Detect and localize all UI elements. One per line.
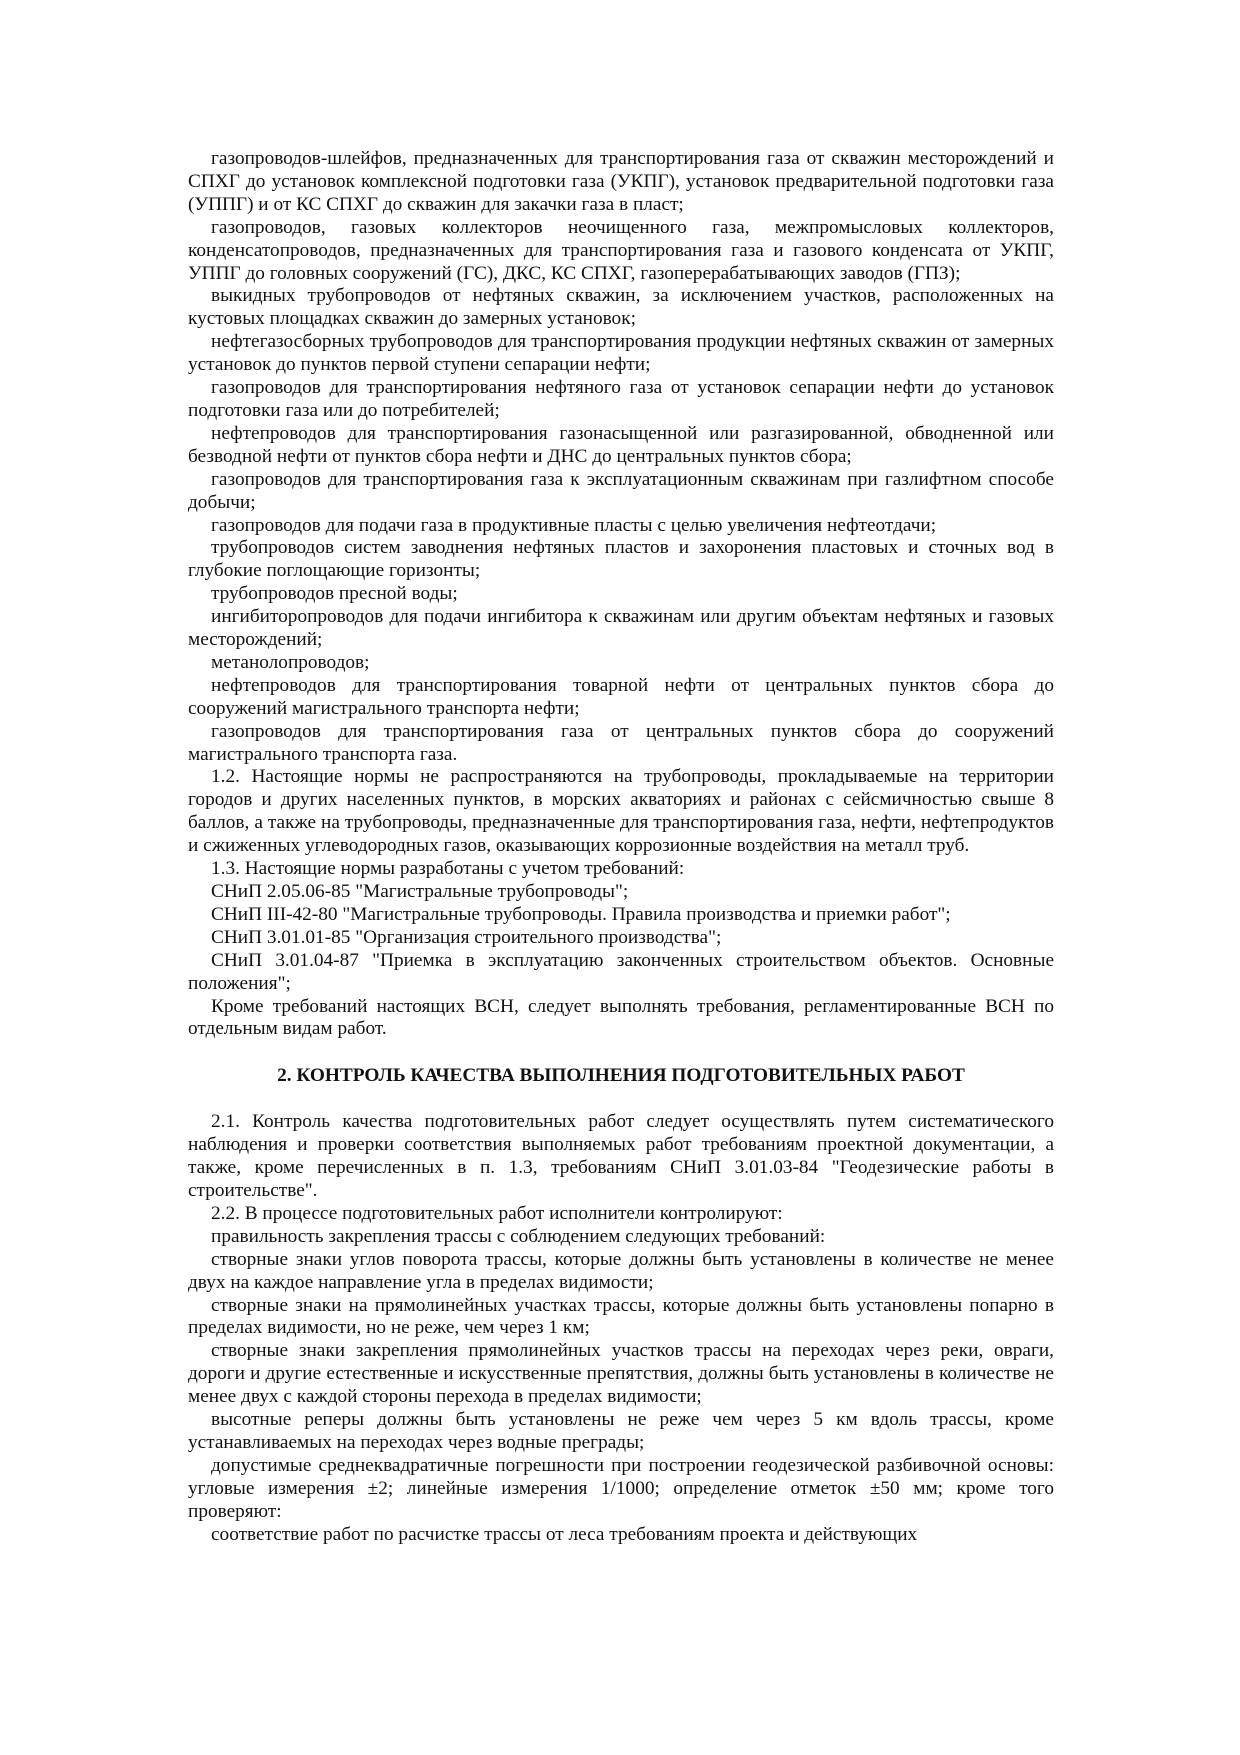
paragraph: газопроводов, газовых коллекторов неочищенного газа, межпромысловых коллекторов, конденсатопроводов, предназначенных для транспортирования газа и газового конденсата от УКПГ, УППГ до головных сооружений (ГС), ДКС, КС СПХГ, газоперерабатывающих заводов (ГПЗ);	[188, 216, 1054, 284]
paragraph: газопроводов для транспортирования газа от центральных пунктов сбора до сооружений магистрального транспорта газа.	[188, 720, 1054, 765]
paragraph: выкидных трубопроводов от нефтяных скважин, за исключением участков, расположенных на кустовых площадках скважин до замерных установок;	[188, 285, 1054, 330]
paragraph: допустимые среднеквадратичные погрешности при построении геодезической разбивочной основы: угловые измерения ±2; линейные измерения 1/1000; определение отметок ±50 мм; кроме того проверяют:	[188, 1454, 1054, 1522]
paragraph: СНиП 2.05.06-85 "Магистральные трубопроводы";	[211, 881, 629, 902]
paragraph: 2.1. Контроль качества подготовительных работ следует осуществлять путем систематического наблюдения и проверки соответствия выполняемых работ требованиям проектной документации, а также, кроме перечисленных в п. 1.3, требованиям СНиП 3.01.03-84 "Геодезические работы в строительстве".	[188, 1111, 1054, 1201]
paragraph: метанолопроводов;	[211, 651, 370, 673]
paragraph: газопроводов-шлейфов, предназначенных для транспортирования газа от скважин месторождений и СПХГ до установок комплексной подготовки газа (УКПГ), установок предварительной подготовки газа (УППГ) и от КС СПХГ до скважин для закачки газа в пласт;	[188, 148, 1054, 215]
paragraph: 2.2. В процессе подготовительных работ исполнители контролируют:	[211, 1202, 783, 1224]
paragraph: трубопроводов пресной воды;	[211, 583, 458, 605]
section-heading: 2. КОНТРОЛЬ КАЧЕСТВА ВЫПОЛНЕНИЯ ПОДГОТОВИТЕЛЬНЫХ РАБОТ	[277, 1065, 965, 1087]
paragraph: газопроводов для подачи газа в продуктивные пласты с целью увеличения нефтеотдачи;	[211, 514, 937, 536]
paragraph: 1.2. Настоящие нормы не распространяются на трубопроводы, прокладываемые на территории городов и других населенных пунктов, в морских акваториях и районах с сейсмичностью свыше 8 баллов, а также на трубопроводы, предназначенные для транспортирования газа, нефти, нефтепродуктов и сжиженных углеводородных газов, оказывающих коррозионные воздействия на металл труб.	[188, 766, 1054, 857]
document-page	[188, 148, 1054, 1546]
paragraph: СНиП 3.01.04-87 "Приемка в эксплуатацию законченных строительством объектов. Основные положения";	[188, 949, 1054, 994]
paragraph: правильность закрепления трассы с соблюдением следующих требований:	[211, 1225, 826, 1247]
paragraph: створные знаки закрепления прямолинейных участков трассы на переходах через реки, овраги, дороги и другие естественные и искусственные препятствия, должны быть установлены в количестве не менее двух с каждой стороны перехода в пределах видимости;	[188, 1340, 1054, 1408]
paragraph: трубопроводов систем заводнения нефтяных пластов и захоронения пластовых и сточных вод в глубокие поглощающие горизонты;	[188, 537, 1054, 582]
paragraph: нефтегазосборных трубопроводов для транспортирования продукции нефтяных скважин от замерных установок до пунктов первой ступени сепарации нефти;	[188, 331, 1054, 376]
paragraph: Кроме требований настоящих ВСН, следует выполнять требования, регламентированные ВСН по отдельным видам работ.	[188, 995, 1054, 1040]
paragraph: газопроводов для транспортирования нефтяного газа от установок сепарации нефти до установок подготовки газа или до потребителей;	[188, 377, 1054, 421]
paragraph: нефтепроводов для транспортирования товарной нефти от центральных пунктов сбора до сооружений магистрального транспорта нефти;	[188, 674, 1054, 719]
paragraph: соответствие работ по расчистке трассы от леса требованиям проекта и действующих	[211, 1523, 918, 1545]
paragraph: высотные реперы должны быть установлены не реже чем через 5 км вдоль трассы, кроме устанавливаемых на переходах через водные преграды;	[188, 1409, 1054, 1453]
paragraph: створные знаки на прямолинейных участках трассы, которые должны быть установлены попарно в пределах видимости, но не реже, чем через 1 км;	[188, 1294, 1054, 1339]
paragraph: газопроводов для транспортирования газа к эксплуатационным скважинам при газлифтном способе добычи;	[188, 468, 1054, 513]
paragraph: створные знаки углов поворота трассы, которые должны быть установлены в количестве не менее двух на каждое направление угла в пределах видимости;	[188, 1248, 1054, 1293]
paragraph: нефтепроводов для транспортирования газонасыщенной или разгазированной, обводненной или безводной нефти от пунктов сбора нефти и ДНС до центральных пунктов сбора;	[188, 422, 1054, 467]
paragraph: СНиП III-42-80 "Магистральные трубопроводы. Правила производства и приемки работ";	[211, 903, 951, 925]
paragraph: ингибиторопроводов для подачи ингибитора к скважинам или другим объектам нефтяных и газовых месторождений;	[188, 606, 1054, 651]
paragraph: СНиП 3.01.01-85 "Организация строительного производства";	[211, 926, 722, 948]
paragraph: 1.3. Настоящие нормы разработаны с учетом требований:	[211, 858, 685, 880]
